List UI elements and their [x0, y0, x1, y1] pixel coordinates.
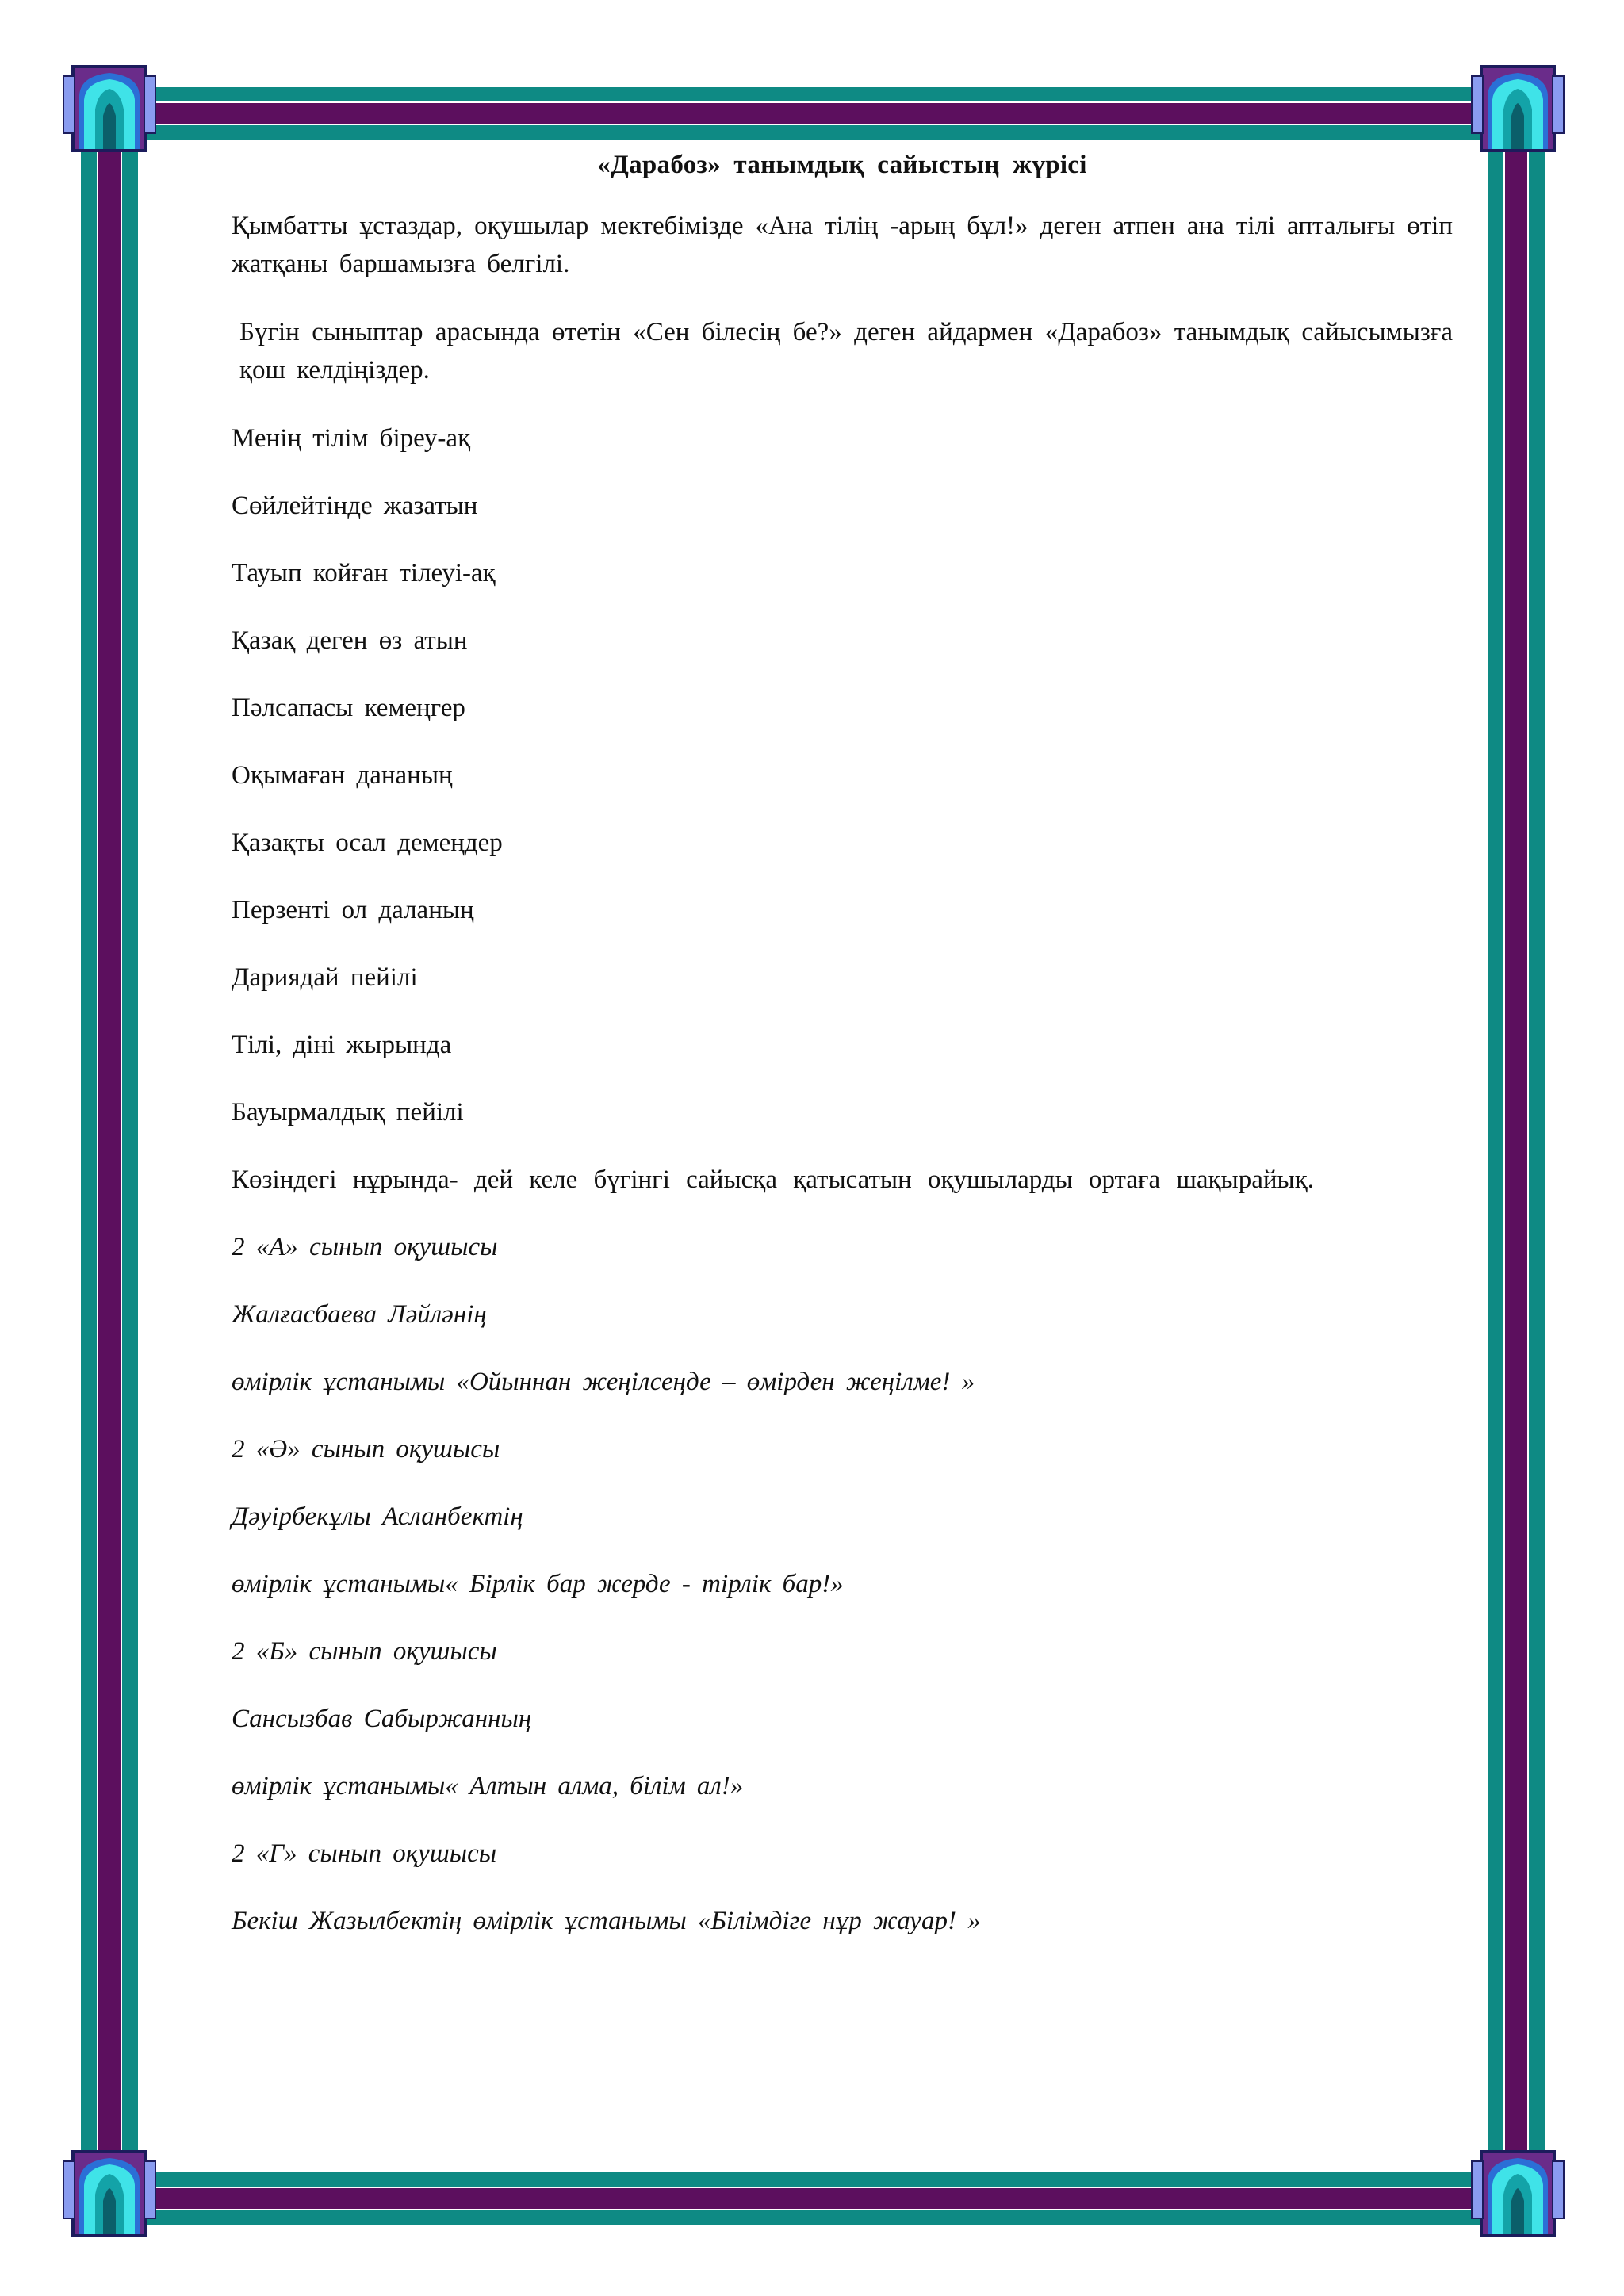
poem-line: Оқымаған дананың [232, 761, 453, 790]
participant-class: 2 «Г» сынып оқушысы [232, 1839, 497, 1868]
participant-class: 2 «Ә» сынып оқушысы [232, 1435, 500, 1464]
welcome-paragraph: Бүгін сыныптар арасында өтетін «Сен білесің бе?» деген айдармен «Дарабоз» танымдық сайысымызға қош келдіңіздер. [239, 318, 1453, 385]
poem-line: Пәлсапасы кемеңгер [232, 694, 465, 722]
poem-line: Менің тілім біреу-ақ [232, 424, 471, 453]
corner-ornament-bottom-right [1472, 2150, 1564, 2237]
poem-line: Перзенті ол даланың [232, 896, 474, 924]
invitation-line: Көзіндегі нұрында- дей келе бүгінгі сайысқа қатысатын оқушыларды ортаға шақырайық. [232, 1165, 1314, 1194]
poem-line: Тауып койған тілеуі-ақ [232, 559, 496, 587]
poem-line: Бауырмалдық пейілі [232, 1098, 464, 1127]
poem-line: Дариядай пейілі [232, 963, 418, 992]
poem-line: Қазақты осал демеңдер [232, 828, 503, 857]
document-title: «Дарабоз» танымдық сайыстың жүрісі [597, 151, 1087, 179]
corner-ornament-top-right [1472, 65, 1564, 152]
poem [232, 419, 1453, 1161]
corner-ornament-top-left [63, 65, 155, 152]
participant-motto: өмірлік ұстанымы «Ойыннан жеңілсеңде – өмірден жеңілме! » [232, 1368, 975, 1396]
document-body [232, 151, 1453, 1969]
participant-name: Дәуірбекұлы Асланбектің [232, 1502, 523, 1531]
participant-motto: өмірлік ұстанымы« Бірлік бар жерде - тірлік бар!» [232, 1570, 844, 1598]
poem-line: Сөйлейтінде жазатын [232, 492, 478, 520]
corner-ornament-bottom-left [63, 2150, 155, 2237]
participants-list [232, 1228, 1453, 1969]
poem-line: Қазақ деген өз атын [232, 626, 468, 655]
poem-line: Тілі, діні жырында [232, 1031, 452, 1059]
participant-class: 2 «А» сынып оқушысы [232, 1233, 498, 1261]
participant-motto: өмірлік ұстанымы« Алтын алма, білім ал!» [232, 1772, 744, 1800]
intro-paragraph: Қымбатты ұстаздар, оқушылар мектебімізде «Ана тілің -арың бұл!» деген атпен ана тілі апталығы өтіп жатқаны баршамызға белгілі. [232, 212, 1453, 278]
participant-class: 2 «Б» сынып оқушысы [232, 1637, 497, 1666]
participant-name-motto: Бекіш Жазылбектің өмірлік ұстанымы «Білімдіге нұр жауар! » [232, 1907, 981, 1935]
participant-name: Сансызбав Сабыржанның [232, 1705, 532, 1733]
participant-name: Жалғасбаева Ләйләнің [232, 1300, 487, 1329]
